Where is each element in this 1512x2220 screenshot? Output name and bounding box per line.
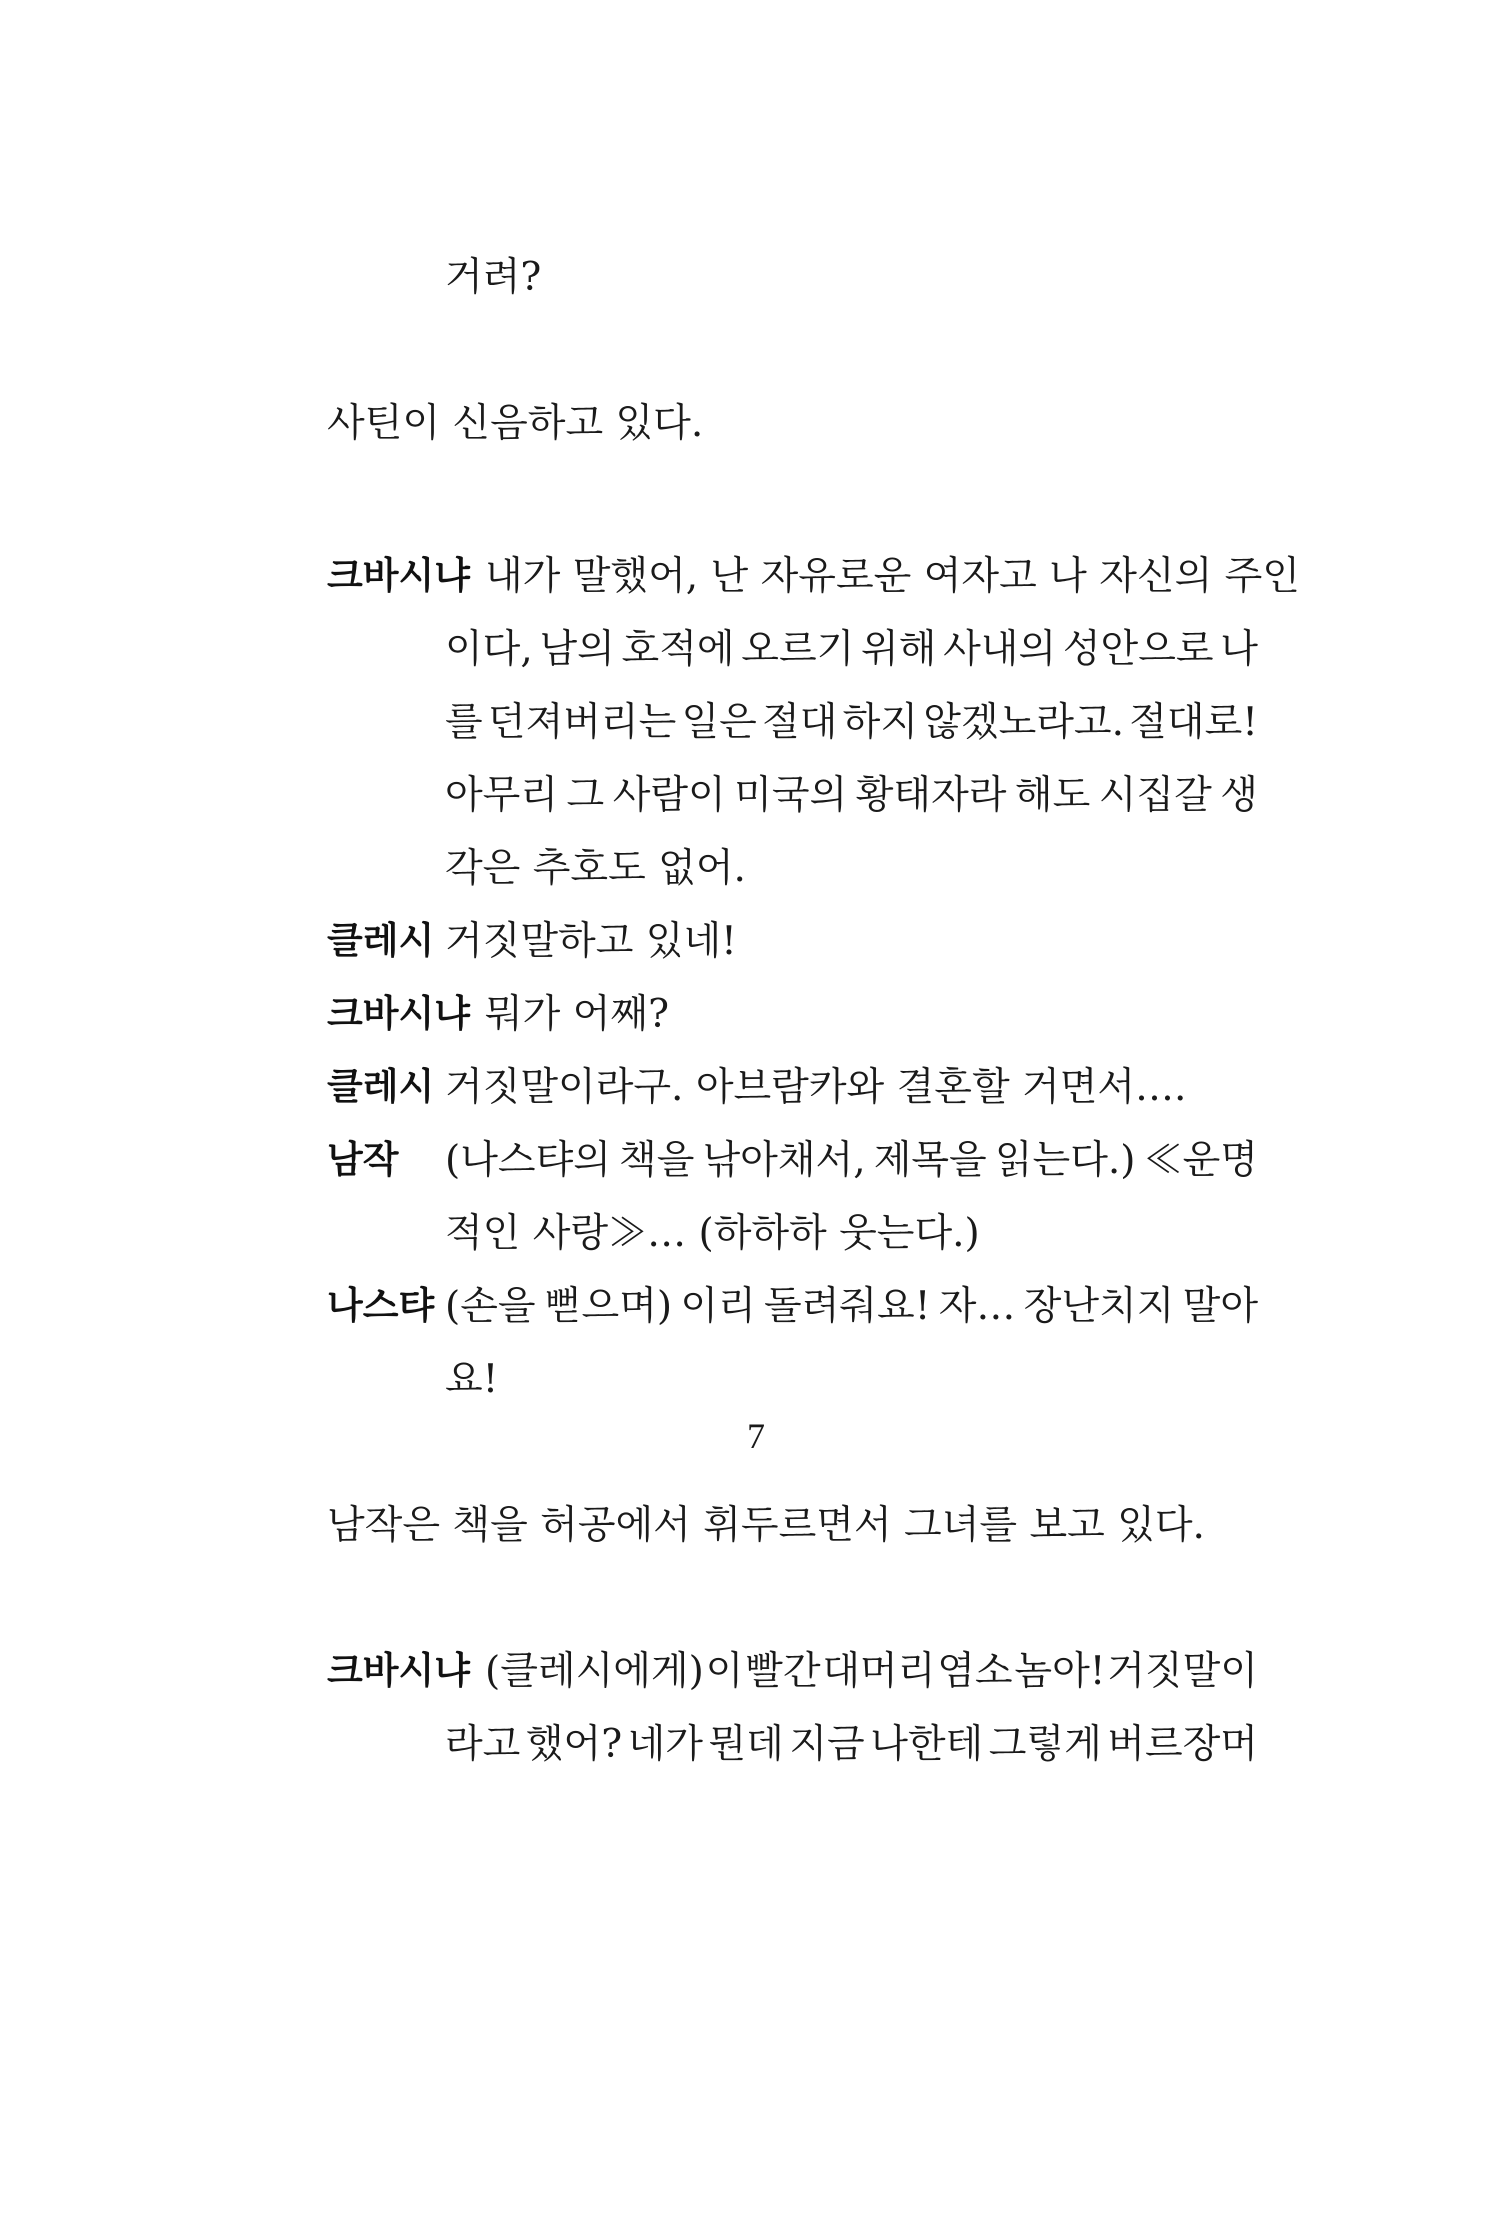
speaker-nastya: 나스탸	[327, 1284, 435, 1327]
dialogue-line: (클레시에게) 이 빨간 대머리 염소 놈아! 거짓말이	[485, 1649, 1258, 1694]
speaker-kvashnya: 크바시냐	[327, 992, 470, 1035]
speaker-kvashnya: 크바시냐	[327, 554, 470, 597]
dialogue-line: 아무리 그 사람이 미국의 황태자라 해도 시집갈 생	[445, 773, 1258, 818]
speaker-baron: 남작	[327, 1138, 399, 1181]
dialogue-line: 적인 사랑≫… (하하하 웃는다.)	[445, 1211, 980, 1256]
dialogue-continuation: 거려?	[445, 255, 542, 300]
dialogue-line: (나스탸의 책을 낚아채서, 제목을 읽는다.) ≪운명	[445, 1138, 1258, 1183]
dialogue-line: 뭐가 어째?	[485, 992, 670, 1037]
dialogue-line: (손을 뻗으며) 이리 돌려줘요! 자… 장난치지 말아	[445, 1284, 1258, 1329]
page-number: 7	[747, 1416, 765, 1456]
dialogue-line: 를 던져버리는 일은 절대 하지 않겠노라고. 절대로!	[445, 700, 1258, 745]
dialogue-line: 거짓말이라구. 아브람카와 결혼할 거면서….	[445, 1065, 1187, 1110]
dialogue-line: 내가 말했어, 난 자유로운 여자고 나 자신의 주인	[485, 554, 1300, 599]
dialogue-line: 요!	[445, 1357, 499, 1402]
dialogue-line: 각은 추호도 없어.	[445, 846, 746, 891]
speaker-kleshch: 클레시	[327, 919, 435, 962]
speaker-kvashnya: 크바시냐	[327, 1649, 470, 1692]
dialogue-line: 거짓말하고 있네!	[445, 919, 737, 964]
speaker-kleshch: 클레시	[327, 1065, 435, 1108]
stage-direction: 남작은 책을 허공에서 휘두르면서 그녀를 보고 있다.	[327, 1503, 1205, 1548]
dialogue-line: 이다, 남의 호적에 오르기 위해 사내의 성안으로 나	[445, 627, 1258, 672]
stage-direction: 사틴이 신음하고 있다.	[327, 401, 704, 446]
dialogue-line: 라고 했어? 네가 뭔데 지금 나한테 그렇게 버르장머	[445, 1722, 1258, 1767]
